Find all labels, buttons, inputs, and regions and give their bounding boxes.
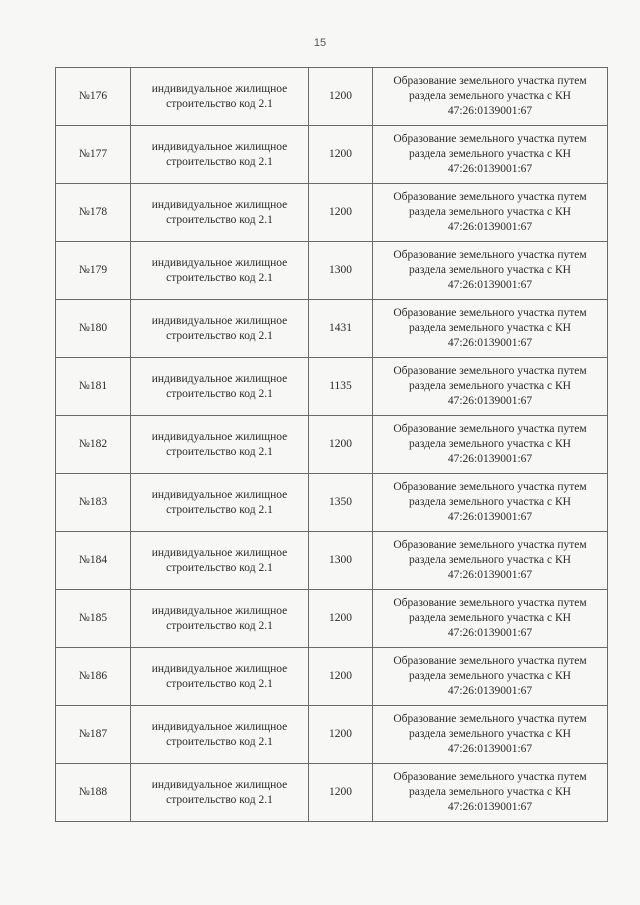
formation-method-line: раздела земельного участка с КН: [409, 206, 571, 218]
formation-method-line: Образование земельного участка путем: [393, 75, 587, 87]
permitted-use-cell: [131, 126, 309, 184]
formation-method-cell: [373, 532, 608, 590]
formation-method-line: раздела земельного участка с КН: [409, 728, 571, 740]
formation-method-line: 47:26:0139001:67: [447, 511, 533, 523]
formation-method-line: 47:26:0139001:67: [447, 801, 533, 813]
permitted-use-line: строительство код 2.1: [166, 619, 273, 632]
formation-method-cell: [373, 184, 608, 242]
formation-method-line: раздела земельного участка с КН: [409, 554, 571, 566]
formation-method-line: Образование земельного участка путем: [393, 771, 587, 783]
formation-method-cell: [373, 358, 608, 416]
permitted-use-line: строительство код 2.1: [166, 561, 273, 574]
permitted-use-cell: [131, 416, 309, 474]
formation-method-line: 47:26:0139001:67: [447, 337, 533, 349]
formation-method-cell: [373, 648, 608, 706]
formation-method-cell: [373, 764, 608, 822]
land-plots-table: [55, 67, 608, 822]
table-row: [56, 648, 608, 706]
plot-area: 1200: [309, 648, 373, 706]
formation-method-line: Образование земельного участка путем: [393, 307, 587, 319]
formation-method-line: раздела земельного участка с КН: [409, 670, 571, 682]
permitted-use-line: индивидуальное жилищное: [151, 546, 288, 559]
formation-method-line: Образование земельного участка путем: [393, 655, 587, 667]
page-number: 15: [313, 37, 327, 49]
formation-method-line: 47:26:0139001:67: [447, 279, 533, 291]
formation-method-line: раздела земельного участка с КН: [409, 438, 571, 450]
formation-method-line: Образование земельного участка путем: [393, 423, 587, 435]
permitted-use-line: индивидуальное жилищное: [151, 604, 288, 617]
plot-area: 1300: [309, 532, 373, 590]
permitted-use-line: строительство код 2.1: [166, 329, 273, 342]
plot-area: 1431: [309, 300, 373, 358]
table-row: [56, 126, 608, 184]
permitted-use-cell: [131, 300, 309, 358]
plot-area: 1200: [309, 68, 373, 126]
formation-method-line: раздела земельного участка с КН: [409, 148, 571, 160]
table-row: [56, 706, 608, 764]
permitted-use-line: индивидуальное жилищное: [151, 314, 288, 327]
permitted-use-line: индивидуальное жилищное: [151, 488, 288, 501]
plot-number: №185: [56, 590, 131, 648]
permitted-use-line: строительство код 2.1: [166, 271, 273, 284]
table-row: [56, 532, 608, 590]
permitted-use-cell: [131, 184, 309, 242]
permitted-use-cell: [131, 532, 309, 590]
permitted-use-cell: [131, 242, 309, 300]
formation-method-line: Образование земельного участка путем: [393, 365, 587, 377]
formation-method-line: 47:26:0139001:67: [447, 105, 533, 117]
formation-method-cell: [373, 590, 608, 648]
formation-method-line: раздела земельного участка с КН: [409, 90, 571, 102]
plot-number: №180: [56, 300, 131, 358]
table-row: [56, 242, 608, 300]
formation-method-line: 47:26:0139001:67: [447, 163, 533, 175]
formation-method-line: Образование земельного участка путем: [393, 481, 587, 493]
plot-number: №182: [56, 416, 131, 474]
formation-method-line: Образование земельного участка путем: [393, 597, 587, 609]
permitted-use-line: строительство код 2.1: [166, 677, 273, 690]
table-row: [56, 184, 608, 242]
formation-method-line: Образование земельного участка путем: [393, 249, 587, 261]
plot-number: №183: [56, 474, 131, 532]
plot-area: 1200: [309, 416, 373, 474]
table-row: [56, 68, 608, 126]
formation-method-line: Образование земельного участка путем: [393, 713, 587, 725]
permitted-use-line: индивидуальное жилищное: [151, 662, 288, 675]
plot-area: 1200: [309, 590, 373, 648]
plot-number: №184: [56, 532, 131, 590]
permitted-use-line: индивидуальное жилищное: [151, 82, 288, 95]
formation-method-line: Образование земельного участка путем: [393, 191, 587, 203]
formation-method-line: 47:26:0139001:67: [447, 685, 533, 697]
permitted-use-line: строительство код 2.1: [166, 97, 273, 110]
permitted-use-line: строительство код 2.1: [166, 213, 273, 226]
formation-method-line: 47:26:0139001:67: [447, 743, 533, 755]
plot-area: 1200: [309, 184, 373, 242]
formation-method-line: раздела земельного участка с КН: [409, 612, 571, 624]
formation-method-line: раздела земельного участка с КН: [409, 380, 571, 392]
formation-method-line: 47:26:0139001:67: [447, 627, 533, 639]
plot-area: 1200: [309, 764, 373, 822]
permitted-use-line: индивидуальное жилищное: [151, 430, 288, 443]
formation-method-cell: [373, 474, 608, 532]
permitted-use-cell: [131, 706, 309, 764]
permitted-use-line: строительство код 2.1: [166, 503, 273, 516]
plot-number: №177: [56, 126, 131, 184]
table-row: [56, 590, 608, 648]
permitted-use-line: индивидуальное жилищное: [151, 778, 288, 791]
permitted-use-line: индивидуальное жилищное: [151, 140, 288, 153]
permitted-use-cell: [131, 648, 309, 706]
table-row: [56, 764, 608, 822]
table-row: [56, 300, 608, 358]
permitted-use-line: индивидуальное жилищное: [151, 372, 288, 385]
formation-method-line: 47:26:0139001:67: [447, 395, 533, 407]
permitted-use-line: индивидуальное жилищное: [151, 256, 288, 269]
table-row: [56, 474, 608, 532]
permitted-use-cell: [131, 764, 309, 822]
plot-area: 1200: [309, 706, 373, 764]
plot-number: №188: [56, 764, 131, 822]
plot-number: №181: [56, 358, 131, 416]
permitted-use-line: индивидуальное жилищное: [151, 198, 288, 211]
formation-method-cell: [373, 300, 608, 358]
plot-number: №179: [56, 242, 131, 300]
permitted-use-cell: [131, 68, 309, 126]
plot-number: №187: [56, 706, 131, 764]
table-row: [56, 416, 608, 474]
formation-method-line: Образование земельного участка путем: [393, 133, 587, 145]
formation-method-line: раздела земельного участка с КН: [409, 496, 571, 508]
permitted-use-cell: [131, 358, 309, 416]
plot-area: 1350: [309, 474, 373, 532]
formation-method-cell: [373, 126, 608, 184]
permitted-use-line: строительство код 2.1: [166, 387, 273, 400]
formation-method-cell: [373, 68, 608, 126]
plot-area: 1300: [309, 242, 373, 300]
land-plots-table-body: [56, 68, 608, 822]
plot-area: 1200: [309, 126, 373, 184]
formation-method-cell: [373, 416, 608, 474]
formation-method-cell: [373, 706, 608, 764]
permitted-use-cell: [131, 590, 309, 648]
permitted-use-line: строительство код 2.1: [166, 793, 273, 806]
permitted-use-line: строительство код 2.1: [166, 155, 273, 168]
formation-method-line: Образование земельного участка путем: [393, 539, 587, 551]
formation-method-line: раздела земельного участка с КН: [409, 322, 571, 334]
formation-method-line: раздела земельного участка с КН: [409, 264, 571, 276]
permitted-use-line: индивидуальное жилищное: [151, 720, 288, 733]
plot-number: №176: [56, 68, 131, 126]
permitted-use-line: строительство код 2.1: [166, 445, 273, 458]
permitted-use-cell: [131, 474, 309, 532]
table-row: [56, 358, 608, 416]
plot-number: №178: [56, 184, 131, 242]
permitted-use-line: строительство код 2.1: [166, 735, 273, 748]
formation-method-line: 47:26:0139001:67: [447, 569, 533, 581]
formation-method-line: 47:26:0139001:67: [447, 453, 533, 465]
plot-area: 1135: [309, 358, 373, 416]
formation-method-cell: [373, 242, 608, 300]
formation-method-line: раздела земельного участка с КН: [409, 786, 571, 798]
plot-number: №186: [56, 648, 131, 706]
formation-method-line: 47:26:0139001:67: [447, 221, 533, 233]
